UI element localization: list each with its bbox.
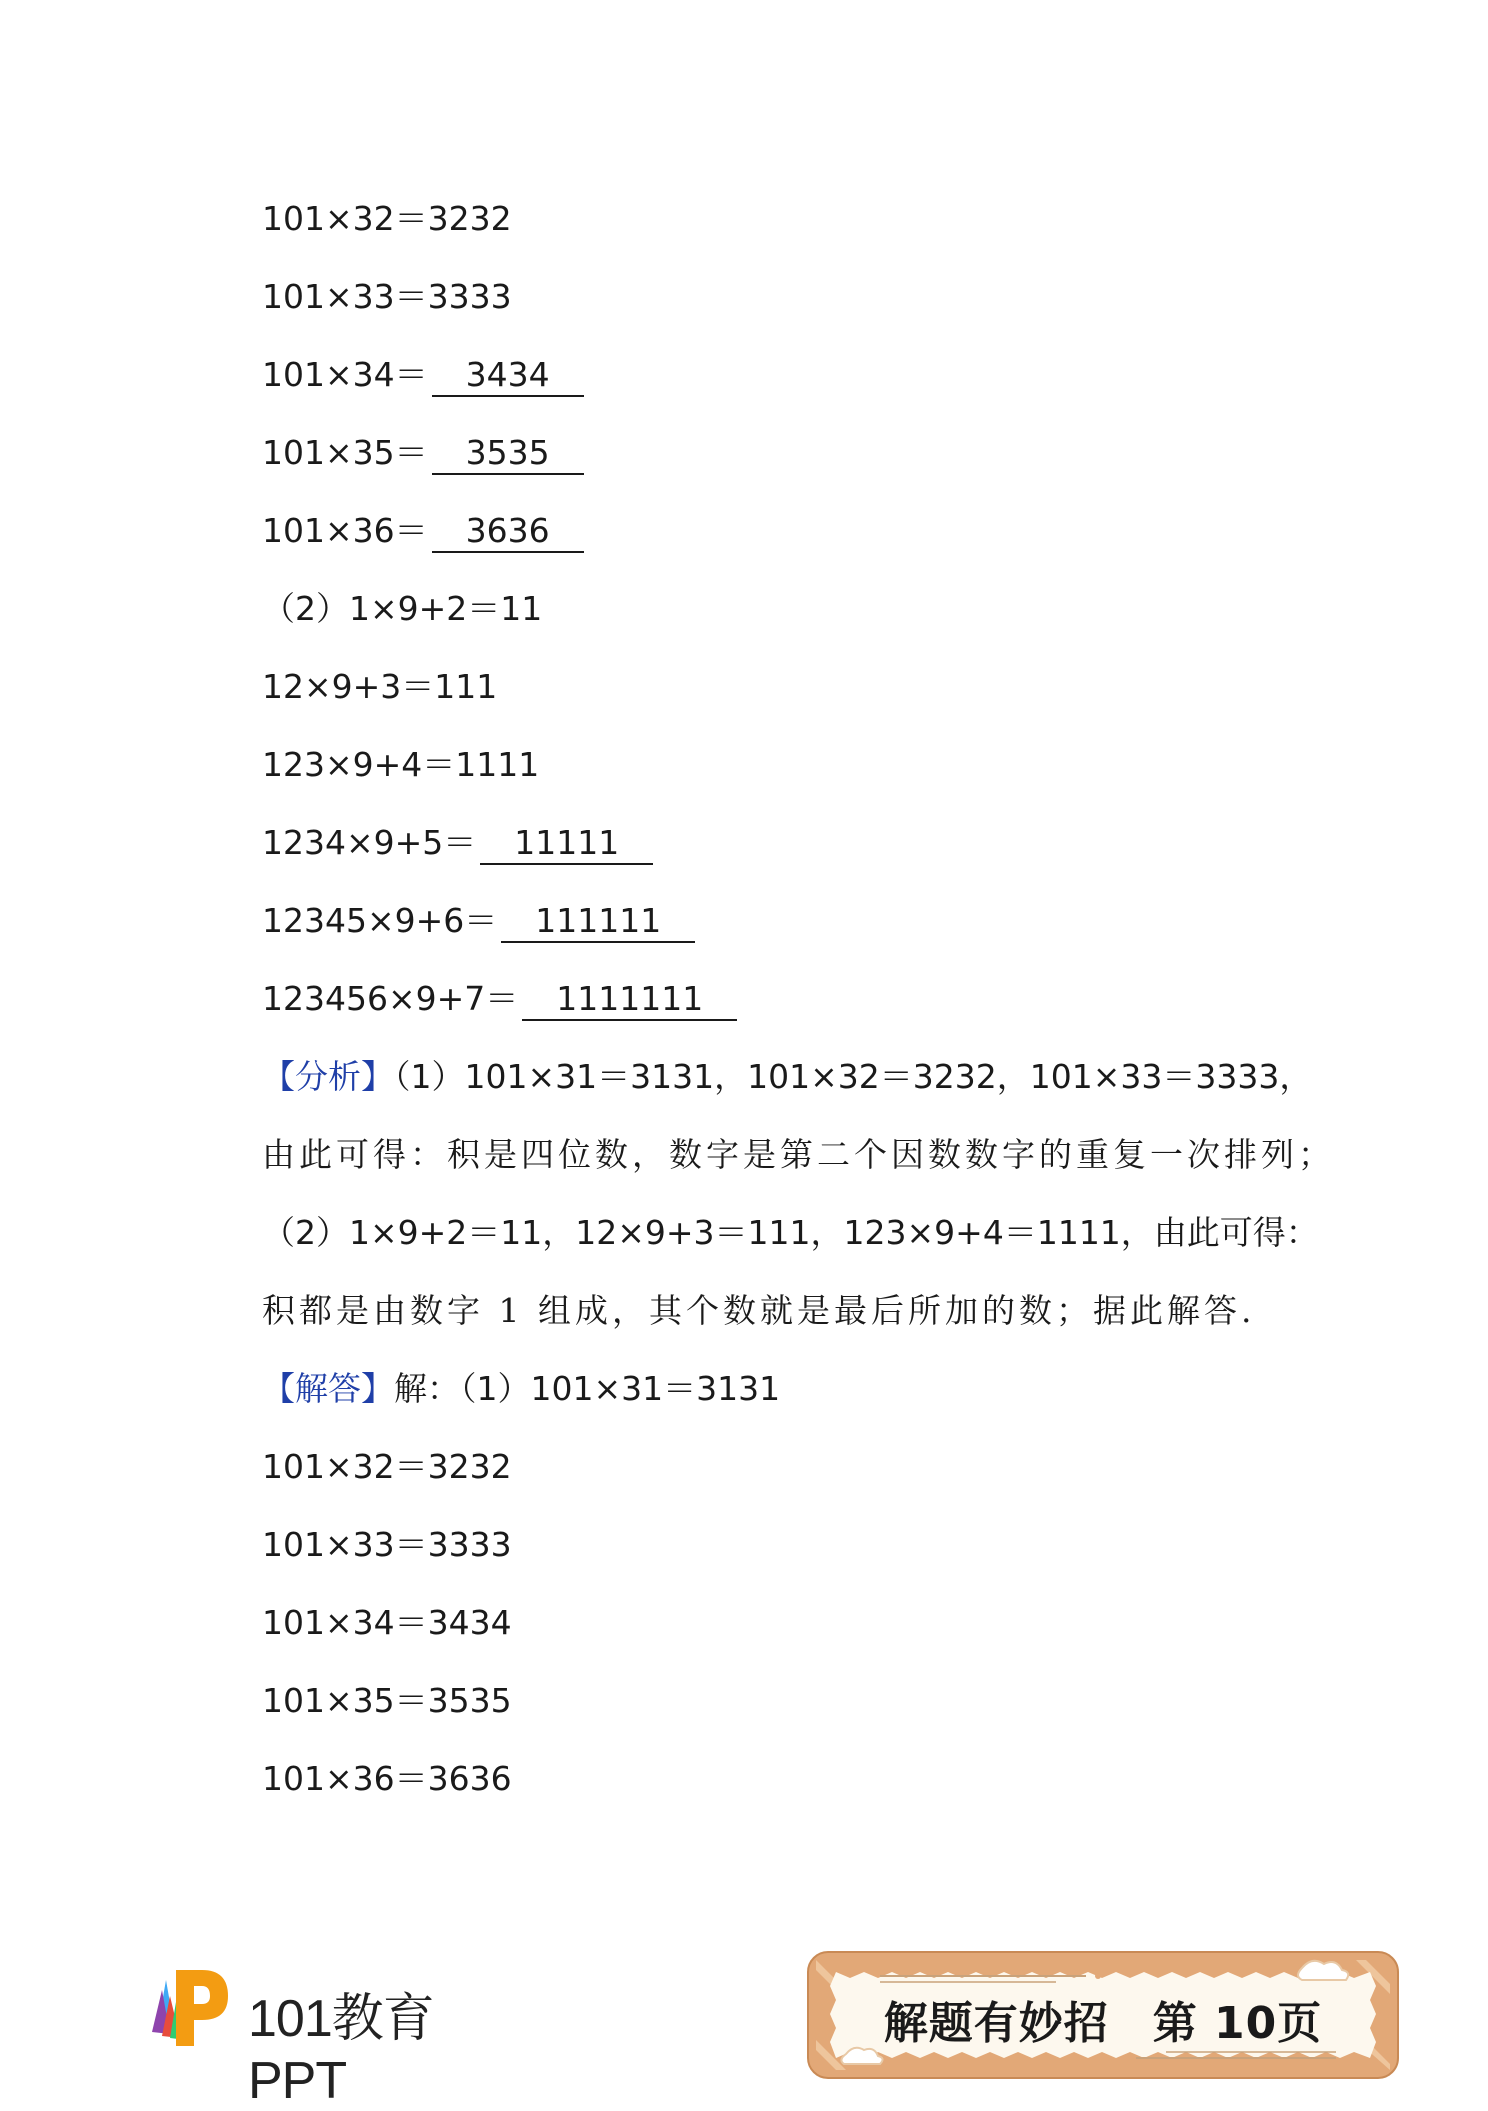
- analysis-tag: 【分析】: [262, 1057, 394, 1096]
- fill-blank-equation: [262, 506, 584, 556]
- answer-blank: 11111: [480, 823, 653, 865]
- equation-lhs: 101×35＝: [262, 433, 428, 472]
- logo-icon: [140, 1956, 240, 2056]
- answer-equation: 101×33＝3333: [262, 1525, 512, 1564]
- fill-blank-equation: [262, 350, 584, 400]
- equation-lhs: 101×36＝: [262, 511, 428, 550]
- equation-lhs: 12345×9+6＝: [262, 901, 498, 940]
- part2-intro: （2）1×9+2＝11: [262, 589, 543, 628]
- equation-line: 101×33＝3333: [262, 277, 512, 316]
- answer-blank: 1111111: [522, 979, 737, 1021]
- analysis-line-3: （2）1×9+2＝11，12×9+3＝111，123×9+4＝1111，由此可得：: [262, 1213, 1319, 1252]
- brand-logo: [140, 1956, 520, 2110]
- analysis-line-1: [262, 1052, 1312, 1102]
- answer-equation: 101×35＝3535: [262, 1681, 512, 1720]
- equation-line: 101×32＝3232: [262, 199, 512, 238]
- answer-text: 解：（1）101×31＝3131: [394, 1369, 781, 1408]
- answer-equation: 101×34＝3434: [262, 1603, 512, 1642]
- equation-lhs: 123456×9+7＝: [262, 979, 519, 1018]
- equation-lhs: 101×34＝: [262, 355, 428, 394]
- page-badge: [806, 1950, 1400, 2080]
- answer-blank: 3535: [432, 433, 584, 475]
- analysis-line-4: 积都是由数字 1 组成，其个数就是最后所加的数；据此解答.: [262, 1291, 1256, 1330]
- page-number: 第 10页: [1152, 1998, 1323, 2049]
- fill-blank-equation: [262, 428, 584, 478]
- answer-blank: 3434: [432, 355, 584, 397]
- equation-line: 123×9+4＝1111: [262, 745, 540, 784]
- answer-tag: 【解答】: [262, 1369, 394, 1408]
- equation-line: 12×9+3＝111: [262, 667, 498, 706]
- badge-text: [806, 1950, 1400, 2080]
- equation-lhs: 1234×9+5＝: [262, 823, 477, 862]
- analysis-line-2: 由此可得：积是四位数，数字是第二个因数数字的重复一次排列；: [262, 1135, 1335, 1174]
- answer-blank: 3636: [432, 511, 584, 553]
- fill-blank-equation: [262, 818, 653, 868]
- badge-title: 解题有妙招: [883, 1998, 1109, 2049]
- analysis-text: （1）101×31＝3131，101×32＝3232，101×33＝3333，: [394, 1057, 1313, 1096]
- answer-line-1: [262, 1364, 780, 1414]
- answer-equation: 101×32＝3232: [262, 1447, 512, 1486]
- fill-blank-equation: [262, 974, 737, 1024]
- logo-text: 101教育PPT: [248, 1990, 434, 2110]
- answer-equation: 101×36＝3636: [262, 1759, 512, 1798]
- answer-blank: 111111: [501, 901, 695, 943]
- fill-blank-equation: [262, 896, 695, 946]
